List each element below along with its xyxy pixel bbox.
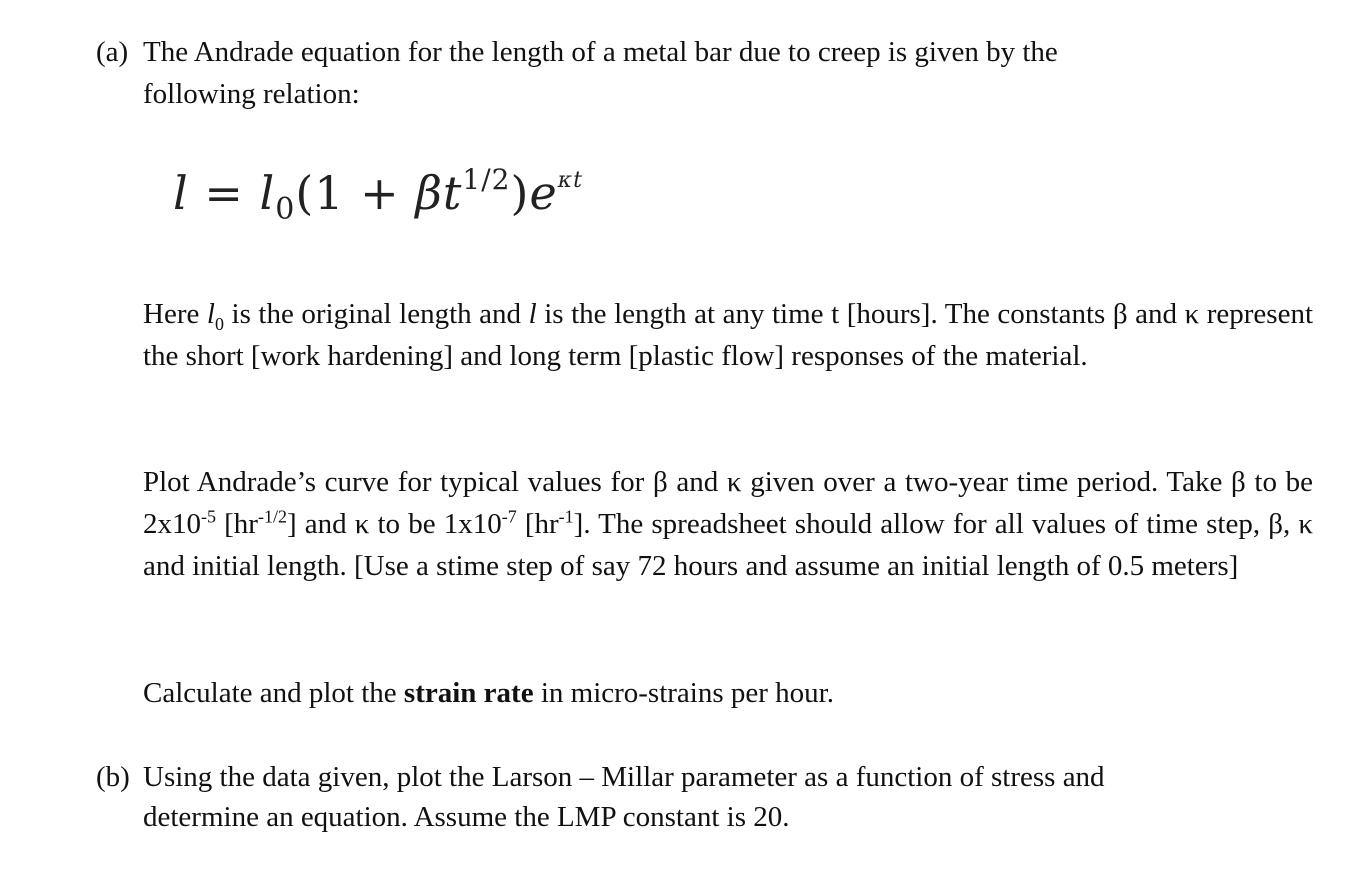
equation-t-exponent: 1/2 <box>462 163 511 196</box>
plot-exp-3: -7 <box>501 506 517 527</box>
strain-text-pre: Calculate and plot the <box>143 677 404 709</box>
here-text-1: Here <box>143 298 207 330</box>
equation-beta: β <box>415 166 443 220</box>
part-b-text: Using the data given, plot the Larson – Millar parameter as a function of stress and determine an equation. Assume the LMP constant is 20. <box>143 761 1105 833</box>
part-a-intro <box>143 31 1313 115</box>
plot-text-1: Plot Andrade’s curve for typical values for β and κ given over a two-year time period. Take β to be 2x10 <box>143 466 1313 540</box>
equation-e-exponent: κt <box>557 168 583 193</box>
plot-exp-2: -1/2 <box>257 506 287 527</box>
definitions-paragraph <box>143 293 1313 377</box>
equation-l0-sub: 0 <box>275 192 296 227</box>
strain-rate-instruction <box>143 672 1313 714</box>
here-text-3: is the length at any time t [hours]. The constants β and κ represent the short [work hardening] and long term [plastic flow] responses of the material. <box>143 298 1314 372</box>
plot-text-3: ] and κ to be 1x10 <box>286 508 502 540</box>
equation-e: e <box>529 166 558 220</box>
equation-l0: l <box>259 166 276 220</box>
part-a-intro-line1: The Andrade equation for the length of a metal bar due to creep is given by the <box>143 36 1058 68</box>
here-text-2: is the original length and <box>223 298 529 330</box>
strain-text-post: in micro-strains per hour. <box>533 677 834 709</box>
here-l: l <box>528 298 537 330</box>
part-a-intro-line2: following relation: <box>143 78 360 110</box>
plot-text-2: [hr <box>216 508 258 540</box>
equation-close: ) <box>510 166 530 220</box>
here-l0-sub: 0 <box>214 313 224 334</box>
plot-text-4: [hr <box>516 508 559 540</box>
strain-rate-bold: strain rate <box>403 677 534 709</box>
plot-instructions-paragraph <box>143 461 1313 587</box>
plot-exp-1: -5 <box>201 506 216 527</box>
equation-equals: = <box>188 166 260 220</box>
part-b-marker: (b) <box>96 761 130 793</box>
equation-l: l <box>173 166 189 220</box>
equation-t: t <box>442 166 463 220</box>
plot-exp-4: -1 <box>558 506 574 527</box>
andrade-equation <box>173 163 583 227</box>
part-a-marker: (a) <box>96 36 129 68</box>
plot-text-5: ]. The spreadsheet should allow for all values of time step, β, κ and initial length. [Use a stime step of say 72 hours and assume an initial length of 0.5 meters] <box>143 508 1313 582</box>
equation-open: (1 + <box>295 166 416 220</box>
here-l0: l <box>206 298 215 330</box>
